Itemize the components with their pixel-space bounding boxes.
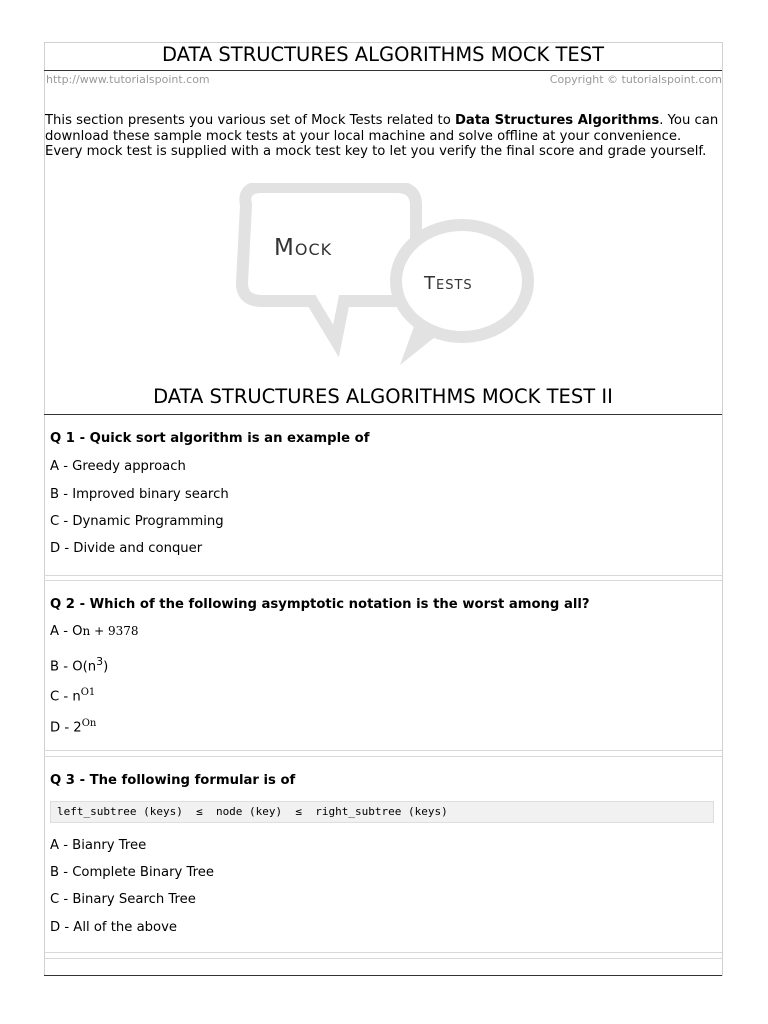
question-3-option-c[interactable]: C - Binary Search Tree: [50, 892, 196, 907]
page-title: DATA STRUCTURES ALGORITHMS MOCK TEST: [44, 42, 722, 71]
logo-word-tests: Tests: [424, 273, 473, 294]
intro-bold-topic: Data Structures Algorithms: [454, 113, 660, 128]
site-url[interactable]: http://www.tutorialspoint.com: [46, 73, 210, 86]
question-1-option-b[interactable]: B - Improved binary search: [50, 487, 229, 502]
question-2-option-c-exponent: O1: [80, 687, 96, 698]
question-1-option-a[interactable]: A - Greedy approach: [50, 459, 186, 474]
question-2-label: Q 2 - Which of the following asymptotic notation is the worst among all?: [50, 597, 590, 612]
question-2-option-c-prefix: C - n: [50, 689, 81, 705]
test-subtitle: DATA STRUCTURES ALGORITHMS MOCK TEST II: [44, 384, 722, 415]
question-3-option-a[interactable]: A - Bianry Tree: [50, 838, 147, 853]
question-3-label: Q 3 - The following formular is of: [50, 773, 296, 788]
question-2-option-a-tail: n + 9378: [82, 624, 139, 638]
question-2-option-d[interactable]: [50, 718, 96, 735]
speech-bubble-left-icon: [242, 187, 416, 341]
question-1-label: Q 1 - Quick sort algorithm is an example of: [50, 431, 370, 446]
question-2-option-d-prefix: D - 2: [50, 720, 82, 736]
copyright-text: Copyright © tutorialspoint.com: [549, 73, 722, 86]
question-3-option-d[interactable]: D - All of the above: [50, 920, 178, 935]
question-2-option-a-prefix: A - O: [50, 624, 83, 639]
mock-tests-logo: [236, 183, 536, 373]
intro-text-start: This section presents you various set of Mock Tests related to: [45, 113, 455, 128]
question-3-option-b[interactable]: B - Complete Binary Tree: [50, 865, 214, 880]
question-block-4-top: [44, 958, 722, 959]
formula-code-block: left_subtree (keys) ≤ node (key) ≤ right_subtree (keys): [50, 801, 714, 823]
question-2-option-a[interactable]: [50, 624, 139, 639]
question-2-option-b-exponent: 3: [96, 655, 104, 668]
question-2-option-b-suffix: ): [103, 659, 109, 675]
question-2-option-d-exponent: On: [81, 718, 97, 729]
question-2-option-c[interactable]: [50, 687, 95, 704]
question-2-option-b-prefix: B - O(n: [50, 659, 97, 675]
intro-paragraph: [45, 113, 721, 160]
question-1-option-d[interactable]: D - Divide and conquer: [50, 541, 203, 556]
page-frame-right: [722, 42, 723, 976]
question-2-option-b[interactable]: [50, 655, 108, 674]
page-bottom-rule: [44, 975, 722, 976]
intro-text-end: . You can download these sample mock tests at your local machine and solve offline at your convenience. Every mock test is supplied with a mock test key to let you verify the final score and grade yourself.: [45, 113, 719, 159]
logo-word-mock: Mock: [274, 235, 333, 261]
question-1-option-c[interactable]: C - Dynamic Programming: [50, 514, 224, 529]
